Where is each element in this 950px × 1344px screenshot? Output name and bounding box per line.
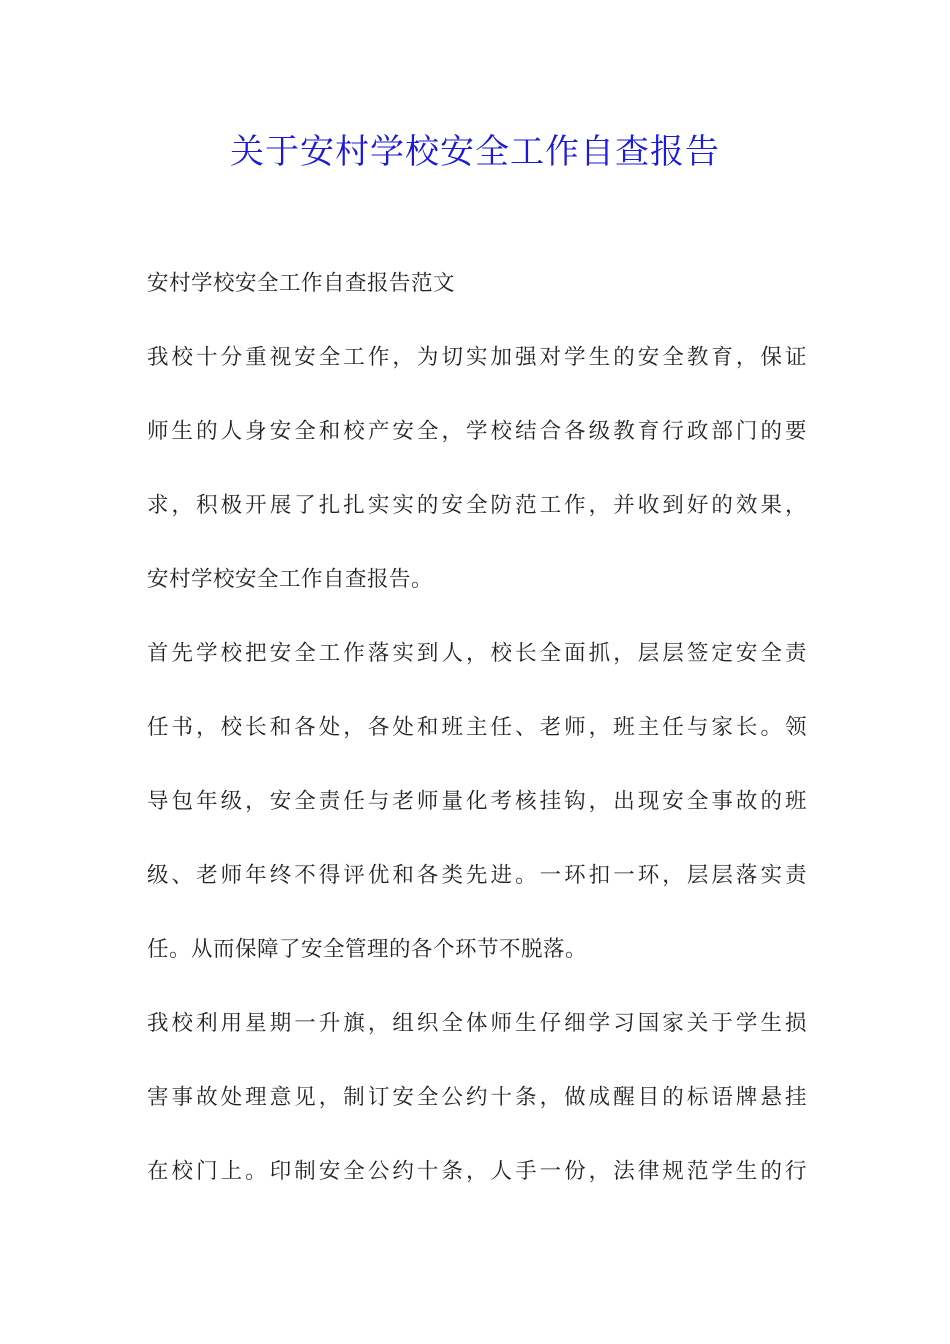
- paragraph-line: 我校十分重视安全工作，为切实加强对学生的安全教育，保证: [147, 345, 807, 370]
- paragraph-line: 求，积极开展了扎扎实实的安全防范工作，并收到好的效果，: [147, 493, 807, 518]
- paragraph-2: [147, 630, 807, 974]
- document-subtitle: 安村学校安全工作自查报告范文: [147, 271, 456, 296]
- paragraph-line: 我校利用星期一升旗，组织全体师生仔细学习国家关于学生损: [147, 1011, 807, 1036]
- paragraph-line: 导包年级，安全责任与老师量化考核挂钩，出现安全事故的班: [147, 789, 807, 814]
- paragraph-1: [147, 334, 807, 604]
- paragraph-line: 任书，校长和各处，各处和班主任、老师，班主任与家长。领: [147, 715, 807, 740]
- document-body: [147, 260, 807, 1196]
- paragraph-line: 首先学校把安全工作落实到人，校长全面抓，层层签定安全责: [147, 641, 807, 666]
- paragraph-line: 在校门上。印制安全公约十条，人手一份，法律规范学生的行: [147, 1159, 807, 1184]
- paragraph-line: 害事故处理意见，制订安全公约十条，做成醒目的标语牌悬挂: [147, 1085, 807, 1110]
- paragraph-3: [147, 1000, 807, 1196]
- document-title: 关于安村学校安全工作自查报告: [230, 132, 720, 172]
- paragraph-line: 师生的人身安全和校产安全，学校结合各级教育行政部门的要: [147, 419, 807, 444]
- paragraph-line: 安村学校安全工作自查报告。: [147, 567, 434, 592]
- paragraph-line: 任。从而保障了安全管理的各个环节不脱落。: [147, 937, 588, 962]
- paragraph-line: 级、老师年终不得评优和各类先进。一环扣一环，层层落实责: [147, 863, 807, 888]
